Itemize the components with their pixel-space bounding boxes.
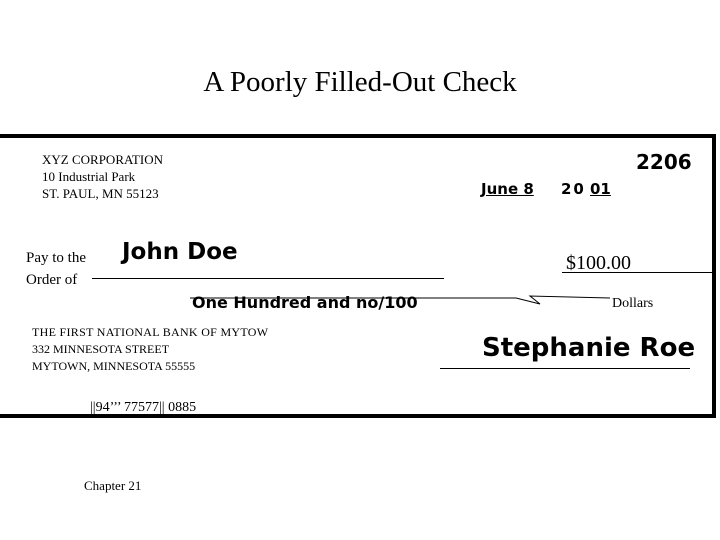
payer-address-line1: 10 Industrial Park [42,169,136,184]
bank-name: THE FIRST NATIONAL BANK OF MYTOW [32,325,269,339]
bank-address-line1: 332 MINNESOTA STREET [32,342,170,356]
slide-footer: Chapter 21 [84,478,142,493]
order-of-label: Order of [26,272,78,288]
bank-address-line2: MYTOWN, MINNESOTA 55555 [32,359,196,373]
date-year-suffix: 01 [590,180,611,198]
amount-numeric: $100.00 [566,252,631,274]
payee-line [92,278,444,279]
check-number: 2206 [636,150,692,174]
signature-line [440,368,690,369]
date-month-day: June 8 [481,180,534,198]
amount-written: One Hundred and no/100 [192,293,418,312]
payer-name: XYZ CORPORATION [42,152,163,167]
date-year-prefix: 20 [561,180,586,198]
pay-to-label: Pay to the [26,250,86,266]
payer-address-line2: ST. PAUL, MN 55123 [42,186,159,201]
payee-name: John Doe [122,239,238,265]
signature: Stephanie Roe [482,333,696,363]
slide-title: A Poorly Filled-Out Check [203,66,517,98]
amount-written-line [190,288,610,308]
check [0,134,716,418]
micr-line: ||94’’’ 77577|| 0885 [90,400,197,415]
dollars-label: Dollars [612,296,654,311]
amount-line [562,272,716,273]
